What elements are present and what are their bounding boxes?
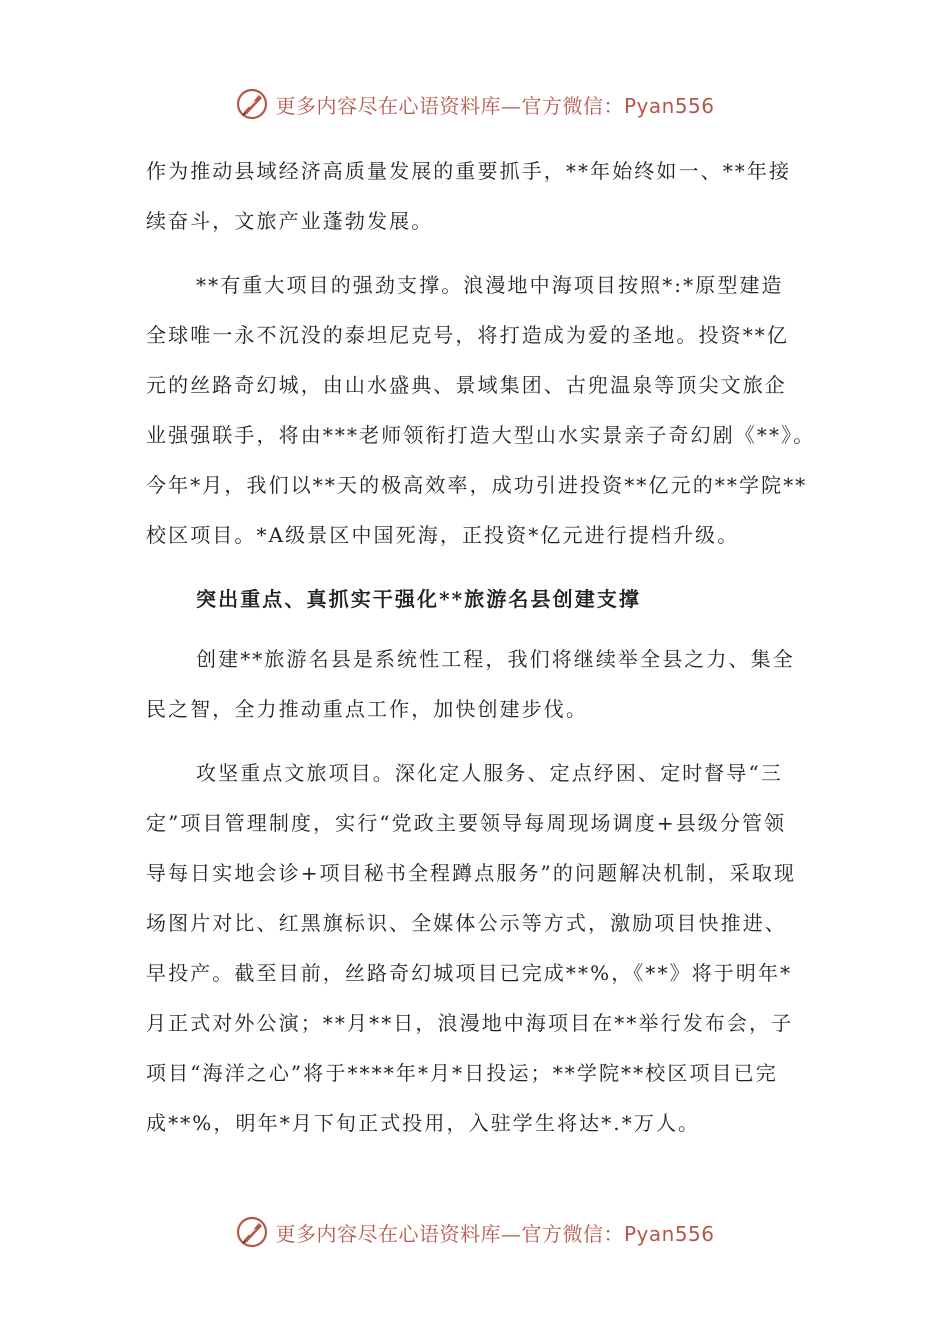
paragraph-2 — [146, 260, 816, 560]
text-line: 今年*月，我们以**天的极高效率，成功引进投资**亿元的**学院** — [146, 473, 808, 497]
text-line: 导每日实地会诊+项目秘书全程蹲点服务”的问题解决机制，采取现 — [146, 861, 796, 885]
section-heading: 突出重点、真抓实干强化**旅游名县创建支撑 — [196, 587, 642, 611]
text-line: **有重大项目的强劲支撑。浪漫地中海项目按照*:*原型建造 — [196, 273, 784, 297]
text-line: 创建**旅游名县是系统性工程，我们将继续举全县之力、集全 — [196, 647, 795, 671]
text-line: 续奋斗，文旅产业蓬勃发展。 — [146, 209, 434, 233]
text-line: 早投产。截至目前，丝路奇幻城项目已完成**%，《**》将于明年* — [146, 961, 793, 985]
header-banner-text: 更多内容尽在心语资料库—官方微信：Pyan556 — [275, 93, 715, 118]
text-line: 成**%，明年*月下旬正式投用，入驻学生将达*.*万人。 — [146, 1111, 701, 1135]
text-line: 校区项目。*A级景区中国死海，正投资*亿元进行提档升级。 — [146, 523, 740, 547]
text-line: 民之智，全力推动重点工作，加快创建步伐。 — [146, 697, 588, 721]
text-line: 作为推动县域经济高质量发展的重要抓手，**年始终如一、**年接 — [146, 159, 792, 183]
document-body — [146, 146, 816, 1162]
text-line: 攻坚重点文旅项目。深化定人服务、定点纾困、定时督导“三 — [196, 761, 783, 785]
footer-banner-text: 更多内容尽在心语资料库—官方微信：Pyan556 — [275, 1221, 715, 1246]
text-line: 月正式对外公演；**月**日，浪漫地中海项目在**举行发布会，子 — [146, 1011, 794, 1035]
text-line: 全球唯一永不沉没的泰坦尼克号，将打造成为爱的圣地。投资**亿 — [146, 323, 789, 347]
quill-pen-seal-icon — [235, 1215, 269, 1249]
paragraph-3 — [146, 634, 816, 734]
text-line: 业强强联手，将由***老师领衔打造大型山水实景亲子奇幻剧《**》。 — [146, 423, 816, 447]
header-banner — [0, 84, 950, 124]
text-line: 元的丝路奇幻城，由山水盛典、景域集团、古兜温泉等顶尖文旅企 — [146, 373, 787, 397]
quill-pen-seal-icon — [235, 87, 269, 121]
text-line: 定”项目管理制度，实行“党政主要领导每周现场调度+县级分管领 — [146, 811, 787, 835]
footer-banner — [0, 1212, 950, 1252]
text-line: 项目“海洋之心”将于****年*月*日投运；**学院**校区项目已完 — [146, 1061, 778, 1085]
paragraph-4 — [146, 748, 816, 1148]
paragraph-1 — [146, 146, 816, 246]
text-line: 场图片对比、红黑旗标识、全媒体公示等方式，激励项目快推进、 — [146, 911, 787, 935]
